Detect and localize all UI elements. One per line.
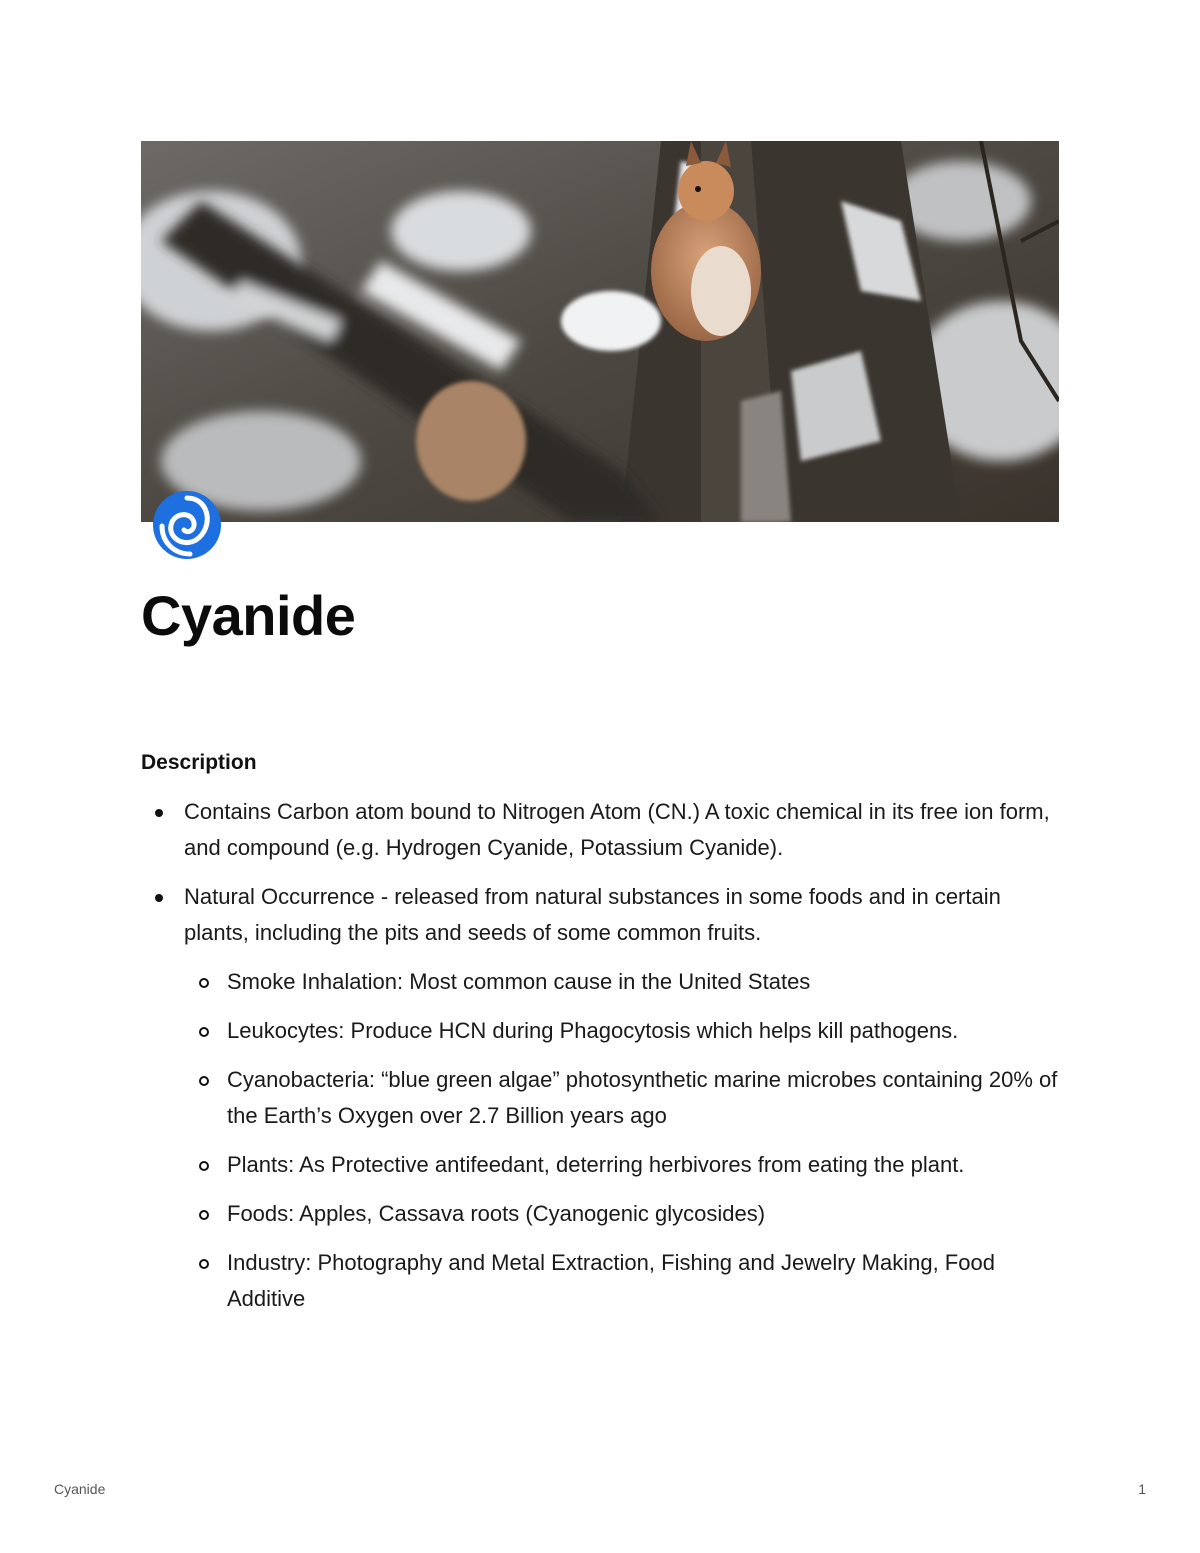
cyclone-icon <box>150 488 224 562</box>
squirrel-photo <box>141 141 1059 522</box>
bullet-ring-icon <box>199 1076 209 1086</box>
sub-list-item-text: Smoke Inhalation: Most common cause in the United States <box>227 969 811 994</box>
sub-list-item <box>184 1147 1059 1183</box>
sub-list-item <box>184 1013 1059 1049</box>
list-item-text: Contains Carbon atom bound to Nitrogen Atom (CN.) A toxic chemical in its free ion form, and compound (e.g. Hydrogen Cyanide, Potassium Cyanide). <box>184 799 1050 860</box>
sub-list-item-text: Cyanobacteria: “blue green algae” photosynthetic marine microbes containing 20% of the Earth’s Oxygen over 2.7 Billion years ago <box>227 1067 1058 1128</box>
list-item <box>141 794 1059 866</box>
sub-list-item-text: Plants: As Protective antifeedant, deterring herbivores from eating the plant. <box>227 1152 965 1177</box>
bullet-ring-icon <box>199 1027 209 1037</box>
bullet-dot-icon <box>155 809 163 817</box>
sub-list-item <box>184 964 1059 1000</box>
cover-image <box>141 141 1059 522</box>
bullet-ring-icon <box>199 978 209 988</box>
section-heading: Description <box>141 751 257 774</box>
bullet-ring-icon <box>199 1161 209 1171</box>
bullet-list <box>141 794 1059 1317</box>
list-item-text: Natural Occurrence - released from natural substances in some foods and in certain plants, including the pits and seeds of some common fruits. <box>184 884 1001 945</box>
sub-list-item <box>184 1062 1059 1134</box>
page-title: Cyanide <box>141 584 356 647</box>
footer-title: Cyanide <box>54 1481 106 1497</box>
sub-list-item-text: Foods: Apples, Cassava roots (Cyanogenic glycosides) <box>227 1201 766 1226</box>
sub-bullet-list <box>184 964 1059 1317</box>
page-number: 1 <box>1138 1481 1146 1497</box>
bullet-ring-icon <box>199 1259 209 1269</box>
sub-list-item-text: Leukocytes: Produce HCN during Phagocytosis which helps kill pathogens. <box>227 1018 959 1043</box>
bullet-ring-icon <box>199 1210 209 1220</box>
list-item <box>141 879 1059 1317</box>
sub-list-item <box>184 1196 1059 1232</box>
sub-list-item-text: Industry: Photography and Metal Extraction, Fishing and Jewelry Making, Food Additive <box>227 1250 995 1311</box>
bullet-dot-icon <box>155 894 163 902</box>
content-body <box>141 794 1059 1330</box>
sub-list-item <box>184 1245 1059 1317</box>
